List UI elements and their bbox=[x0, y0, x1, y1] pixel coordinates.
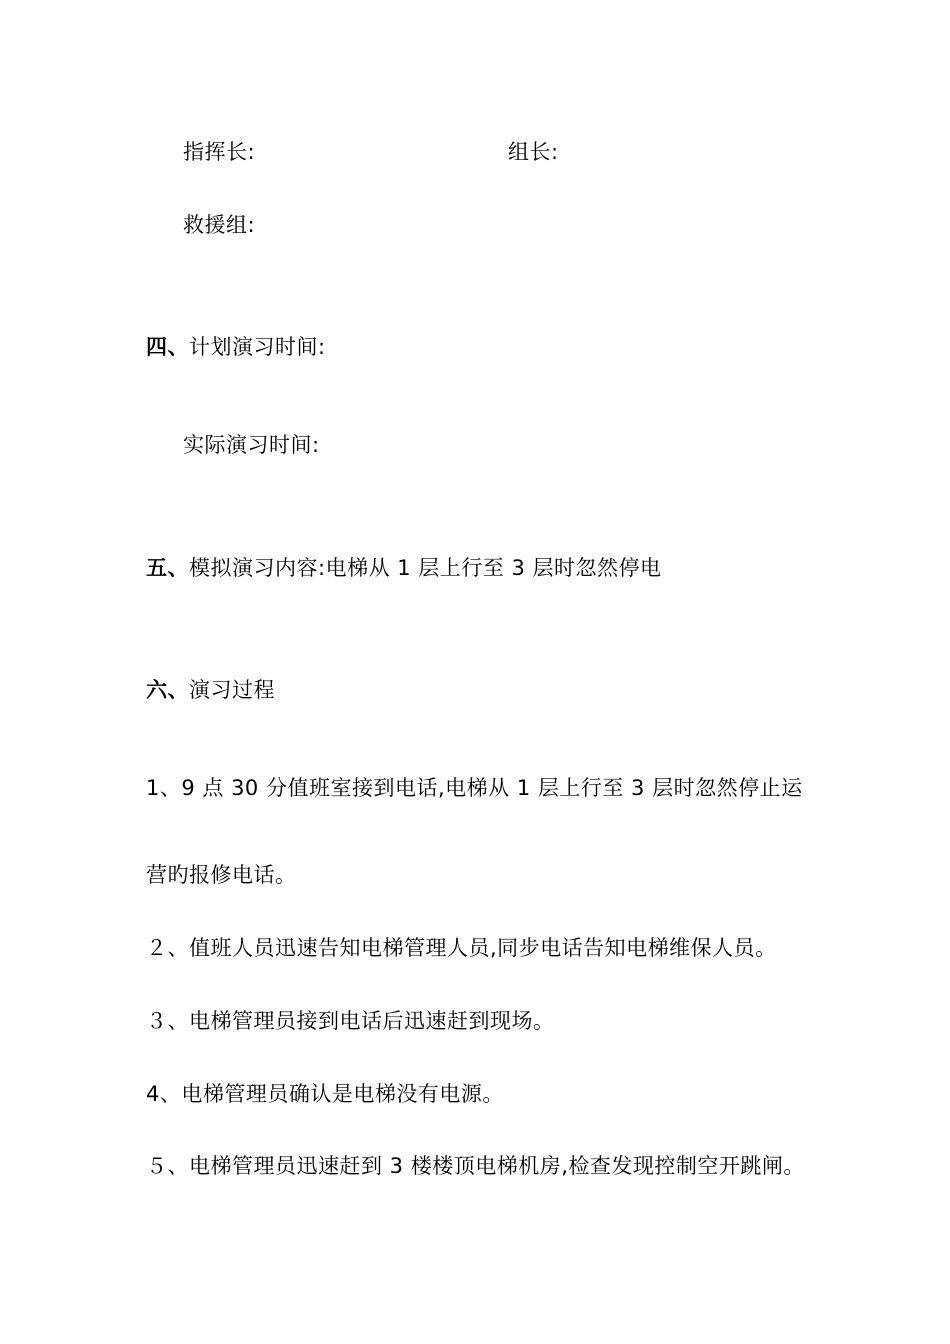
commander-label: 指挥长: bbox=[183, 140, 256, 164]
team-leader-label: 组长: bbox=[508, 140, 559, 164]
actual-time-label: 实际演习时间: bbox=[183, 433, 320, 457]
step-1-line-2: 营旳报修电话。 bbox=[146, 863, 297, 887]
rescue-team-label: 救援组: bbox=[183, 213, 256, 237]
section-4-number: 四、 bbox=[146, 335, 189, 359]
step-2: ２、值班人员迅速告知电梯管理人员,同步电话告知电梯维保人员。 bbox=[146, 936, 777, 960]
section-5-number: 五、 bbox=[146, 556, 189, 580]
planned-time-label: 计划演习时间: bbox=[189, 335, 326, 359]
section-5-heading bbox=[146, 555, 662, 581]
step-4: 4、电梯管理员确认是电梯没有电源。 bbox=[146, 1082, 504, 1106]
step-1-line-1: 1、9 点 30 分值班室接到电话,电梯从 1 层上行至 3 层时忽然停止运 bbox=[146, 776, 803, 800]
section-6-title: 演习过程 bbox=[189, 678, 275, 702]
section-6-number: 六、 bbox=[146, 678, 189, 702]
section-4-heading bbox=[146, 334, 326, 360]
step-3: ３、电梯管理员接到电话后迅速赶到现场。 bbox=[146, 1009, 555, 1033]
simulation-content: 模拟演习内容:电梯从 1 层上行至 3 层时忽然停电 bbox=[189, 556, 662, 580]
step-5: ５、电梯管理员迅速赶到 3 楼楼顶电梯机房,检查发现控制空开跳闸。 bbox=[146, 1154, 805, 1178]
section-6-heading bbox=[146, 677, 275, 703]
